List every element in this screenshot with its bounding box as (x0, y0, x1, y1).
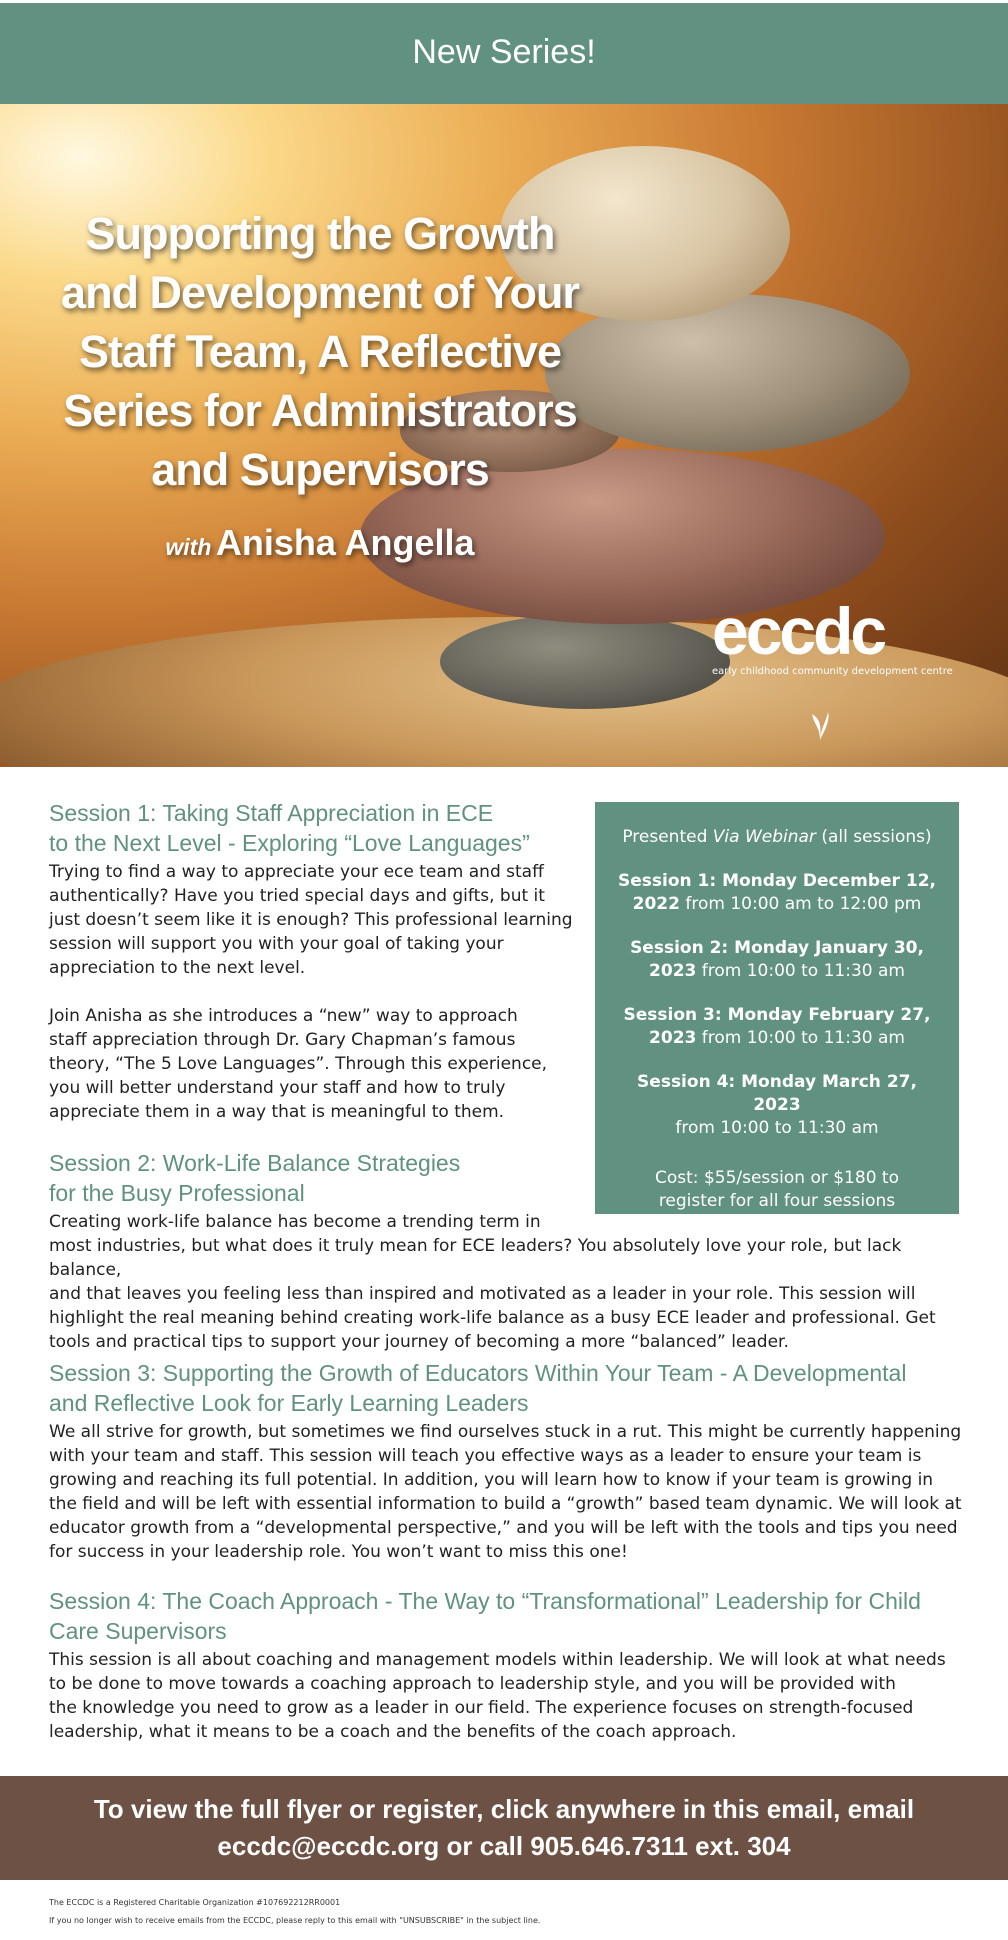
banner-text: New Series! (412, 32, 596, 71)
unsubscribe-notice: If you no longer wish to receive emails from the ECCDC, please reply to this email with "UNSUBSCRIBE" in the subject line. (49, 1916, 541, 1925)
session-2-body: Creating work-life balance has become a trending term in most industries, but what does it truly mean for ECE leaders? You absolutely love your role, but lack balance, and that leaves you feeling less than inspired and motivated as a leader in your role. This session will highlight the real meaning behind creating work-life balance as a busy ECE leader and professional. Get tools and practical tips to support your journey of becoming a more “balanced” leader. (49, 1212, 936, 1352)
hero-title (20, 204, 620, 499)
session-2-title: Session 2: Work-Life Balance Strategies for the Busy Professional (49, 1150, 461, 1206)
register-call-to-action[interactable] (0, 1776, 1008, 1880)
session-1-title: Session 1: Taking Staff Appreciation in ECE to the Next Level - Exploring “Love Languages” (49, 800, 530, 856)
cta-line-2[interactable]: eccdc@eccdc.org or call 905.646.7311 ext. 304 (217, 1831, 791, 1861)
presenter-line (20, 522, 620, 564)
hero-title-line: Supporting the Growth (85, 208, 555, 259)
hero-title-line: Staff Team, A Reflective (79, 326, 561, 377)
session-4-body: This session is all about coaching and management models within leadership. We will look at what needs to be done to move towards a coaching approach to leadership style, and you will be provided with the knowledge you need to grow as a leader in our field. The experience focuses on strength-focused leadership, what it means to be a coach and the benefits of the coach approach. (49, 1650, 946, 1742)
leaf-icon (810, 710, 830, 740)
hero-title-line: and Development of Your (61, 267, 579, 318)
schedule-session-1: Session 1: Monday December 12, 2022 from 10:00 am to 12:00 pm (618, 871, 936, 914)
hero-title-line: Series for Administrators (63, 385, 577, 436)
session-4-title: Session 4: The Coach Approach - The Way to “Transformational” Leadership for Child Care Supervisors (49, 1588, 921, 1644)
session-3-body: We all strive for growth, but sometimes we find ourselves stuck in a rut. This might be currently happening with your team and staff. This session will teach you effective ways as a leader to ensure your team is growing and reaching its full potential. In addition, you will learn how to know if your team is growing in the field and will be left with essential information to build a “growth” based team dynamic. We will look at educator growth from a “developmental perspective,” and you will be left with the tools and tips you need for success in your leadership role. You won’t want to miss this one! (49, 1422, 962, 1562)
cta-line-1: To view the full flyer or register, click anywhere in this email, email (93, 1794, 915, 1824)
logo-tagline: early childhood community development centre (712, 666, 953, 677)
session-3-title: Session 3: Supporting the Growth of Educators Within Your Team - A Developmental and Reflective Look for Early Learning Leaders (49, 1360, 907, 1416)
presenter-name: Anisha Angella (215, 522, 475, 563)
schedule-session-3: Session 3: Monday February 27, 2023 from 10:00 to 11:30 am (623, 1005, 931, 1048)
with-label: with (165, 534, 212, 560)
presented-via: Presented Via Webinar (all sessions) (622, 827, 932, 847)
stone-bottom (440, 614, 730, 709)
charity-notice: The ECCDC is a Registered Charitable Organization #107692212RR0001 (49, 1898, 341, 1907)
logo-wordmark: eccdc (712, 594, 885, 668)
schedule-session-2: Session 2: Monday January 30, 2023 from 10:00 to 11:30 am (630, 938, 924, 981)
cost-info: Cost: $55/session or $180 to register for all four sessions (655, 1168, 899, 1211)
new-series-banner (0, 0, 1008, 104)
eccdc-logo (712, 594, 953, 677)
hero-title-line: and Supervisors (151, 444, 489, 495)
session-1-body: Trying to find a way to appreciate your ece team and staff authentically? Have you tried special days and gifts, but it just doesn’t seem like it is enough? This professional learning session will support you with your goal of taking your appreciation to the next level. Join Anisha as she introduces a “new” way to approach staff appreciation through Dr. Gary Chapman’s famous theory, “The 5 Love Languages”. Through this experience, you will better understand your staff and how to truly appreciate them in a way that is meaningful to them. (49, 862, 573, 1122)
schedule-session-4: Session 4: Monday March 27, 2023 from 10:00 to 11:30 am (637, 1072, 917, 1138)
schedule-box (595, 802, 959, 1214)
